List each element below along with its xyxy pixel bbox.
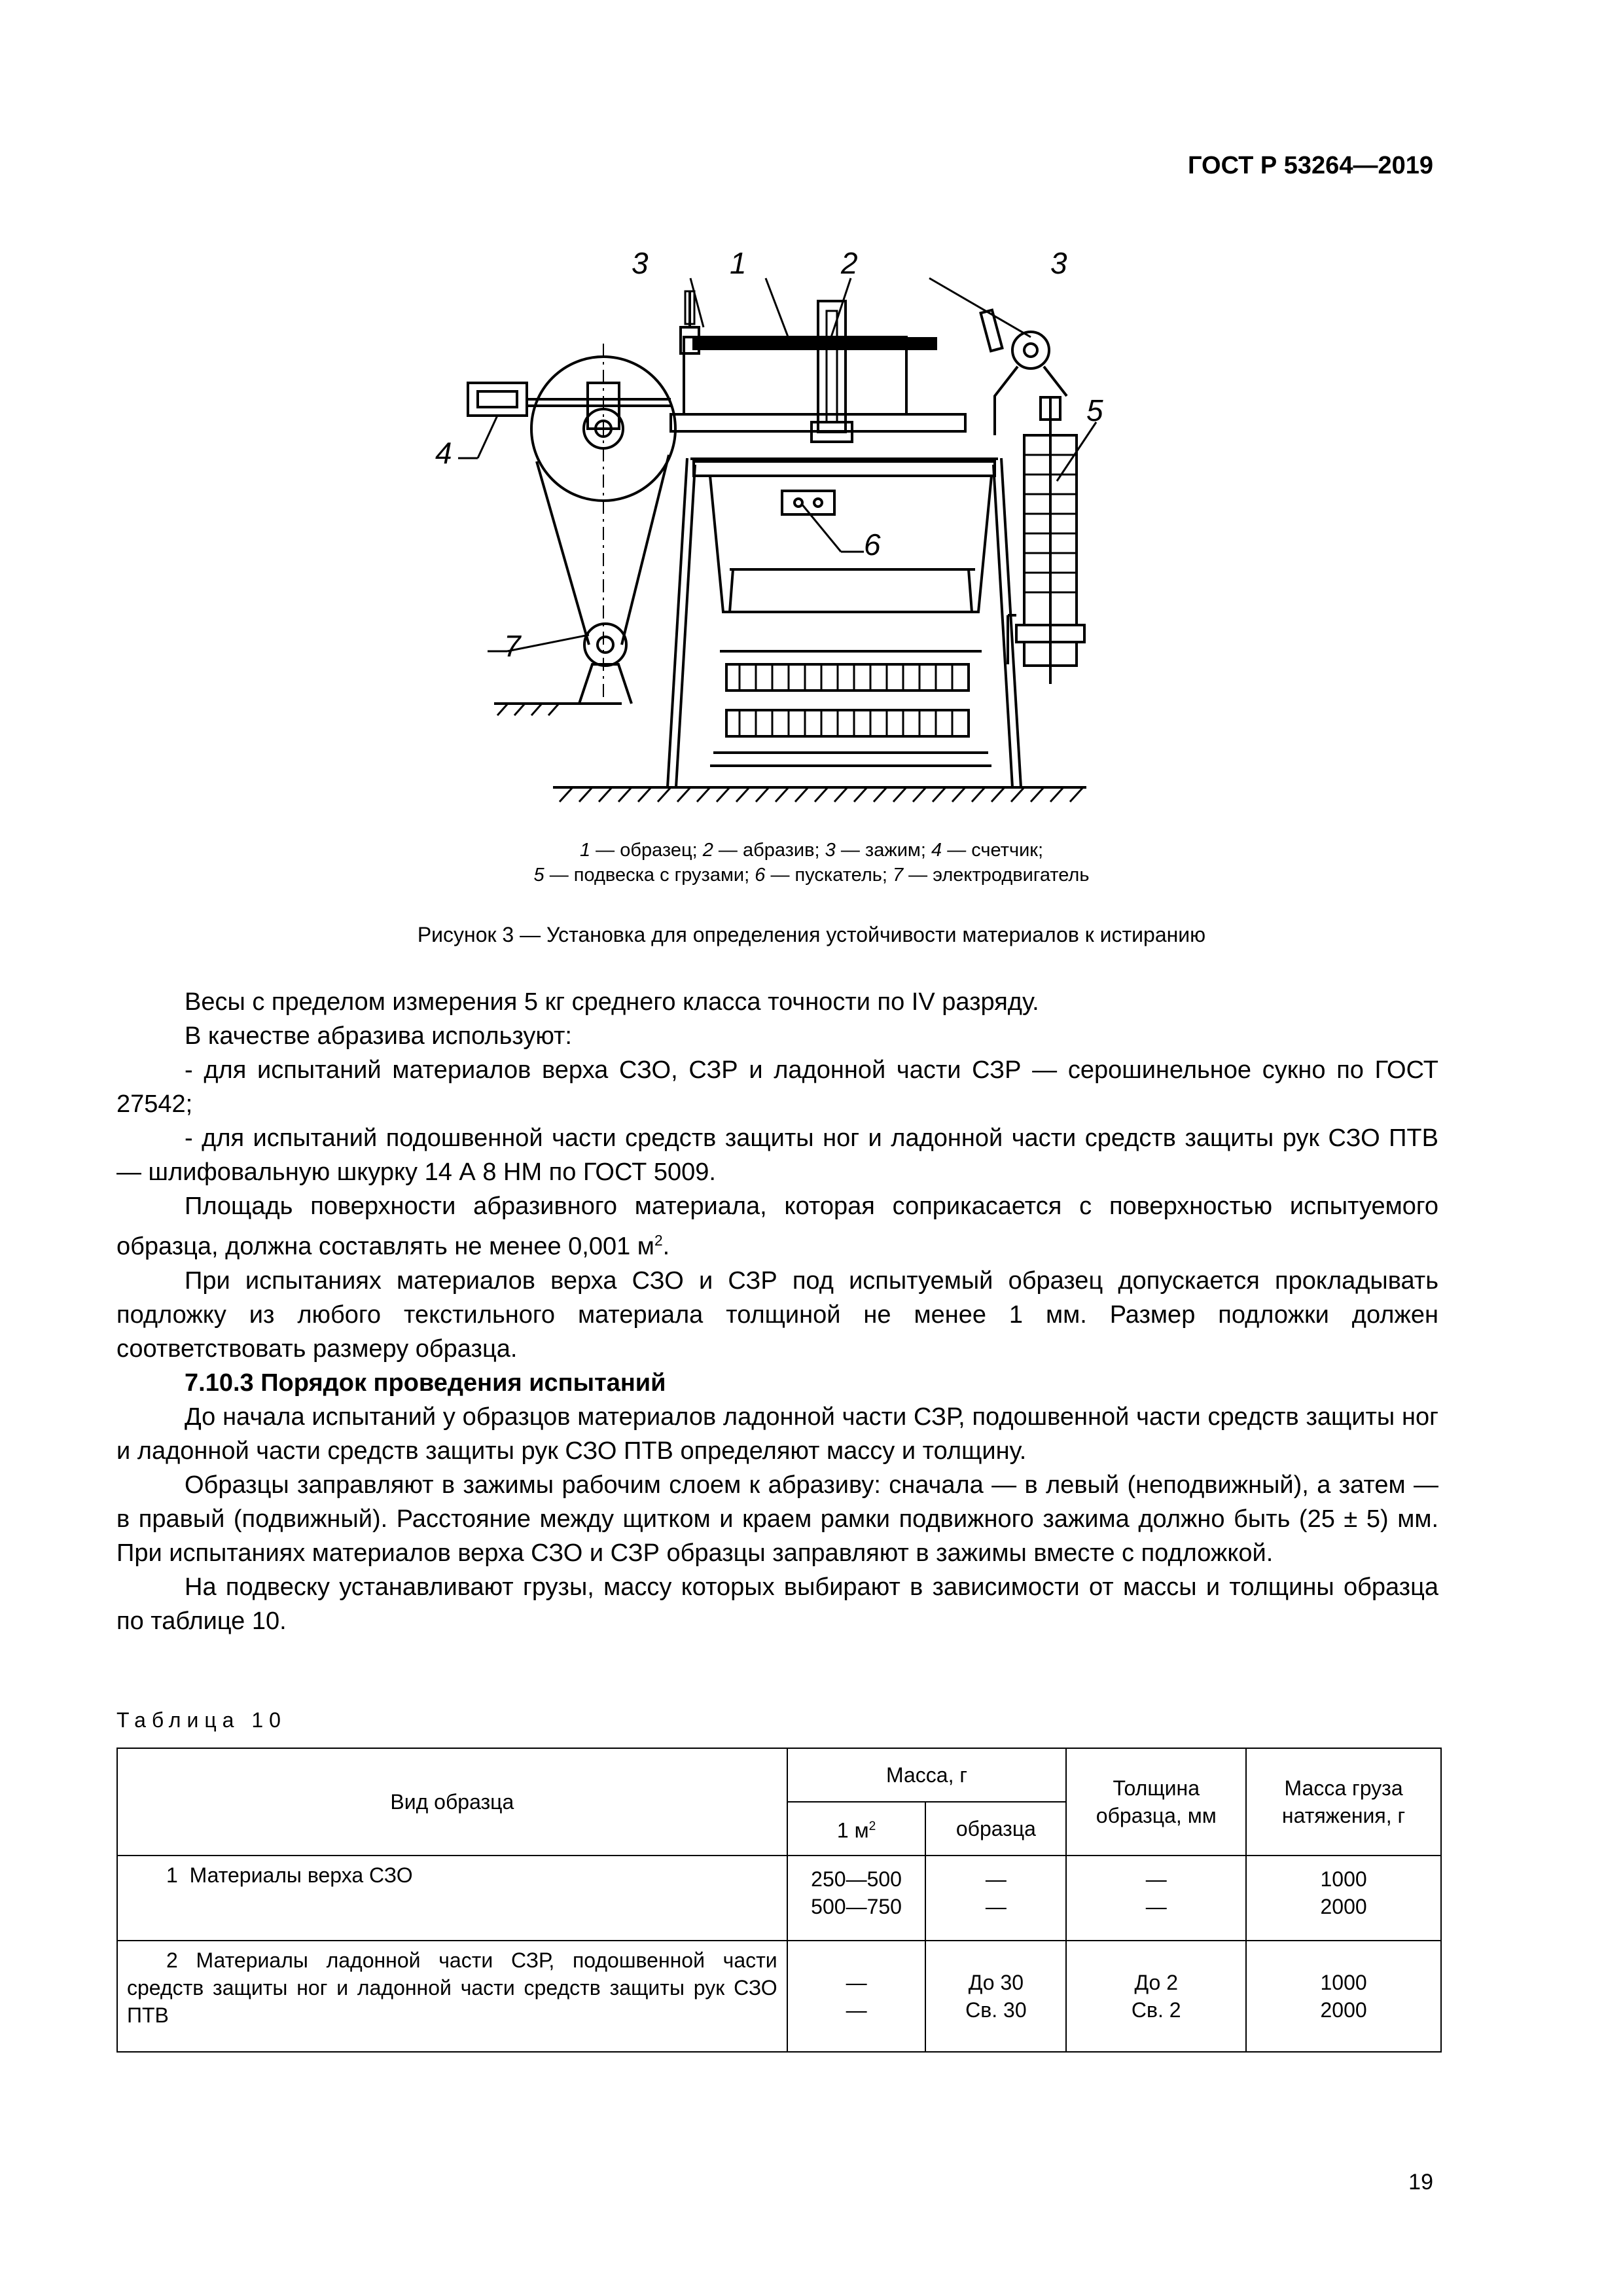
table-row: 2 Материалы ладонной части СЗР, подошвенной части средств защиты ног и ладонной части средств защиты рук СЗО ПТВ — — До 30 Св. 30 До 2 Св. 2 1000 2000 [117, 1941, 1441, 2052]
paragraph: Площадь поверхности абразивного материала, которая соприкасается с поверхностью испытуемого образца, должна составлять не менее 0,001 $м^2$. [116, 1193, 1438, 1261]
figure-legend-line-1: 1 — образец; 2 — абразив; 3 — зажим; 4 — счетчик; [579, 840, 1044, 861]
page-number: 19 [1408, 2170, 1433, 2195]
header-kind: Вид образца [117, 1748, 787, 1856]
callout-4: 4 [435, 436, 452, 470]
header-mass: Масса, г [787, 1748, 1067, 1802]
table-label: Таблица 10 [116, 1708, 287, 1732]
counter-pulley-right [1012, 332, 1049, 368]
paragraph: При испытаниях материалов верха СЗО и СЗР под испытуемый образец допускается прокладывать подложку из любого текстильного материала толщиной не менее 1 мм. Размер подложки должен соответствовать размеру образца. [116, 1266, 1438, 1363]
document-code: ГОСТ Р 53264—2019 [1188, 152, 1433, 179]
frame-leg-right [1001, 458, 1021, 787]
callout-3-right: 3 [1050, 246, 1067, 280]
paragraph: На подвеску устанавливают грузы, массу которых выбирают в зависимости от массы и толщины образца по таблице 10. [116, 1573, 1438, 1635]
paragraph: До начала испытаний у образцов материалов ладонной части СЗР, подошвенной части средств защиты ног и ладонной части средств защиты рук СЗО ПТВ определяют массу и толщину. [116, 1403, 1438, 1465]
callout-2: 2 [841, 246, 858, 280]
body-text [116, 985, 1438, 1638]
motor-pulley [584, 624, 626, 666]
figure-caption: Рисунок 3 — Установка для определения устойчивости материалов к истиранию [417, 923, 1206, 946]
callout-6: 6 [864, 528, 881, 562]
header-mass-m2: 1 $м^2$ [787, 1802, 926, 1856]
header-load: Масса груза натяжения, г [1246, 1748, 1441, 1856]
ground-hatch [560, 787, 1083, 802]
paragraph: В качестве абразива используют: [185, 1022, 572, 1050]
paragraph: - для испытаний материалов верха СЗО, СЗР и ладонной части СЗР — серошинельное сукно по ГОСТ 27542; [116, 1056, 1438, 1118]
header-thickness: Толщина образца, мм [1066, 1748, 1246, 1856]
figure-legend-line-2: 5 — подвеска с грузами; 6 — пускатель; 7 — электродвигатель [533, 865, 1090, 886]
paragraph: Образцы заправляют в зажимы рабочим слоем к абразиву: сначала — в левый (неподвижный), а затем — в правый (подвижный). Расстояние между щитком и краем рамки подвижного зажима должно быть (25 ± 5) мм. При испытаниях материалов верха СЗО и СЗР образцы заправляют в зажимы вместе с подложкой. [116, 1471, 1438, 1567]
table-row: 1 Материалы верха СЗО 250—500 500—750 — — — — 1000 2000 [117, 1856, 1441, 1941]
section-heading: 7.10.3 Порядок проведения испытаний [185, 1369, 666, 1397]
paragraph: - для испытаний подошвенной части средств защиты ног и ладонной части средств защиты рук СЗО ПТВ — шлифовальную шкурку 14 А 8 НМ по ГОСТ 5009. [116, 1124, 1438, 1186]
callout-1: 1 [730, 246, 747, 280]
frame-leg-left [668, 458, 687, 787]
specimen-strip [694, 338, 936, 349]
paragraph: Весы с пределом измерения 5 кг среднего класса точности по IV разряду. [185, 988, 1039, 1016]
abrasive-roller-top [726, 664, 969, 691]
callout-3-left: 3 [632, 246, 649, 280]
figure-abrasion-apparatus [432, 239, 1119, 808]
abrasive-roller-bottom [726, 710, 969, 736]
table-10 [116, 1748, 1442, 2053]
callout-5: 5 [1086, 393, 1103, 427]
header-mass-sample: образца [925, 1802, 1066, 1856]
callout-7: 7 [504, 629, 521, 663]
apparatus-drawing [432, 239, 1119, 808]
